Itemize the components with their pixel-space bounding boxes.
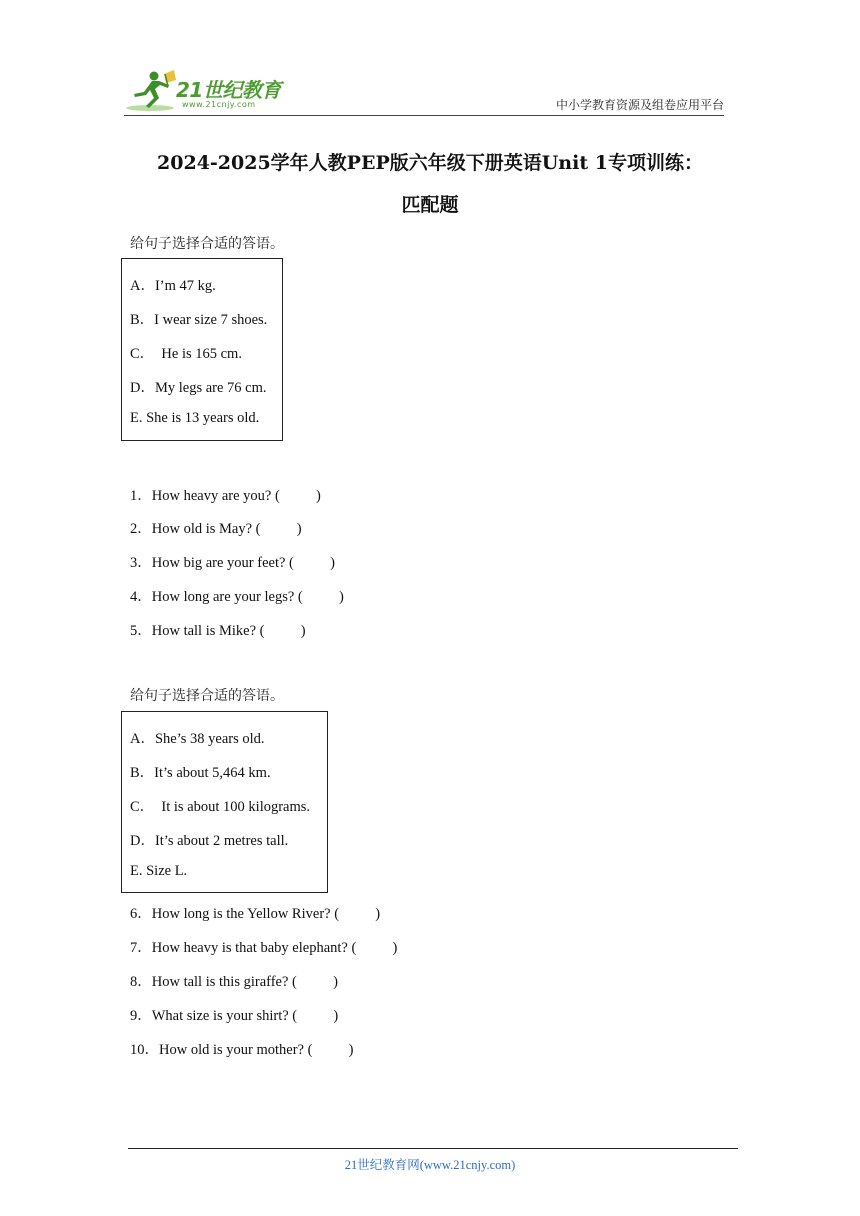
question-8: 8．How tall is this giraffe? ( ) bbox=[130, 974, 338, 990]
site-logo[interactable] bbox=[124, 68, 294, 114]
option-d: D．My legs are 76 cm. bbox=[130, 380, 267, 396]
option-b: B．It’s about 5,464 km. bbox=[130, 765, 271, 781]
section1-options-box bbox=[121, 258, 283, 441]
question-5: 5．How tall is Mike? ( ) bbox=[130, 623, 306, 639]
question-1: 1．How heavy are you? ( ) bbox=[130, 488, 321, 504]
question-4: 4．How long are your legs? ( ) bbox=[130, 589, 344, 605]
logo-url: www.21cnjy.com bbox=[182, 100, 256, 109]
running-figure-icon bbox=[124, 68, 180, 114]
footer-divider bbox=[128, 1148, 738, 1149]
option-e: E. She is 13 years old. bbox=[130, 410, 260, 426]
question-6: 6．How long is the Yellow River? ( ) bbox=[130, 906, 381, 922]
question-3: 3．How big are your feet? ( ) bbox=[130, 555, 335, 571]
question-9: 9．What size is your shirt? ( ) bbox=[130, 1008, 339, 1024]
option-e: E. Size L. bbox=[130, 863, 188, 879]
option-d: D．It’s about 2 metres tall. bbox=[130, 833, 289, 849]
section2-options-box bbox=[121, 711, 328, 893]
section1-instruction: 给句子选择合适的答语。 bbox=[130, 236, 284, 252]
option-a: A．I’m 47 kg. bbox=[130, 278, 216, 294]
header-divider bbox=[124, 115, 724, 116]
footer-link[interactable]: 21世纪教育网(www.21cnjy.com) bbox=[344, 1158, 516, 1172]
platform-tagline: 中小学教育资源及组卷应用平台 bbox=[555, 98, 724, 112]
option-a: A．She’s 38 years old. bbox=[130, 731, 265, 747]
question-7: 7．How heavy is that baby elephant? ( ) bbox=[130, 940, 398, 956]
page-header bbox=[124, 68, 724, 116]
section2-instruction: 给句子选择合适的答语。 bbox=[130, 688, 284, 704]
document-title-line1: 2024-2025学年人教PEP版六年级下册英语Unit 1专项训练： bbox=[157, 152, 703, 174]
question-10: 10．How old is your mother? ( ) bbox=[130, 1042, 354, 1058]
option-c: C． He is 165 cm. bbox=[130, 346, 242, 362]
document-title-line2: 匹配题 bbox=[401, 194, 459, 216]
question-2: 2．How old is May? ( ) bbox=[130, 521, 302, 537]
logo-text: 21世纪教育 bbox=[176, 78, 281, 102]
option-b: B．I wear size 7 shoes. bbox=[130, 312, 268, 328]
option-c: C． It is about 100 kilograms. bbox=[130, 799, 311, 815]
